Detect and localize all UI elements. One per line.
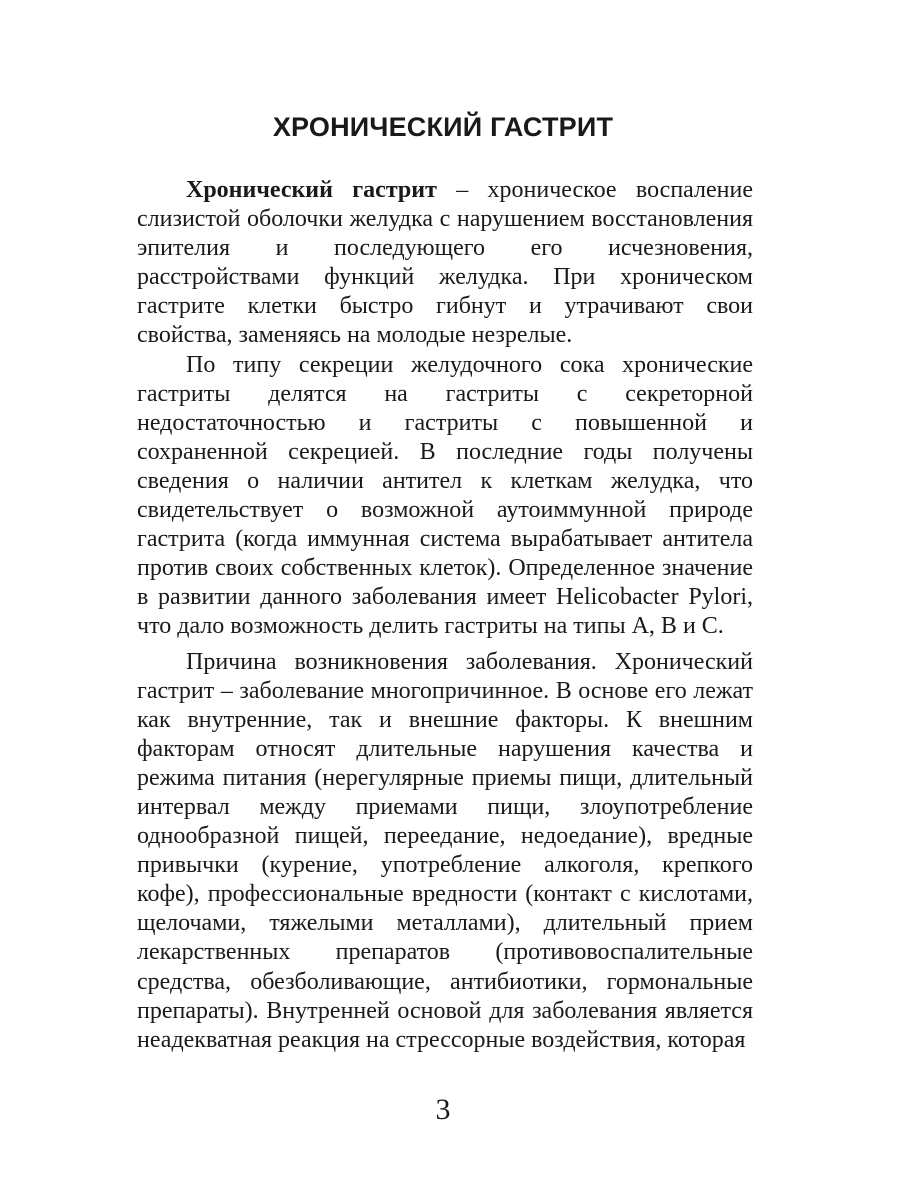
paragraph-secretion-types: По типу секреции желудочного сока хронические гастриты делятся на гастриты с секреторной недостаточностью и гастриты с повышенной и сохраненной секрецией. В последние годы получены сведения о наличии антител к клеткам желудка, что свидетельствует о возможной аутоиммунной природе гастрита (когда иммунная система вырабатывает антитела против своих собственных клеток). Определенное значение в развитии данного заболевания имеет Helicobacter Pylori, что дало возможность делить гастриты на типы А, В и С. [137, 351, 753, 640]
paragraph-causes: Причина возникновения заболевания. Хронический гастрит – заболевание многопричинное. В основе его лежат как внутренние, так и внешние факторы. К внешним факторам относят длительные нарушения качества и режима питания (нерегулярные приемы пищи, длительный интервал между приемами пищи, злоупотребление однообразной пищей, переедание, недоедание), вредные привычки (курение, употребление алкоголя, крепкого кофе), профессиональные вредности (контакт с кислотами, щелочами, тяжелыми металлами), длительный прием лекарственных препаратов (противовоспалительные средства, обезболивающие, антибиотики, гормональные препараты). Внутренней основой для заболевания является неадекватная реакция на стрессорные воздействия, которая [137, 648, 753, 1053]
body-text [137, 176, 753, 1055]
chapter-title: ХРОНИЧЕСКИЙ ГАСТРИТ [272, 112, 614, 142]
page-number: 3 [435, 1093, 451, 1126]
definition-text: – хроническое воспаление слизистой оболочки желудка с нарушением восстановления эпителия и последующего его исчезновения, расстройствами функций желудка. При хроническом гастрите клетки быстро гибнут и утрачивают свои свойства, заменяясь на молодые незрелые. [137, 177, 753, 349]
defined-term: Хронический гастрит [186, 177, 437, 203]
paragraph-definition [137, 176, 753, 351]
